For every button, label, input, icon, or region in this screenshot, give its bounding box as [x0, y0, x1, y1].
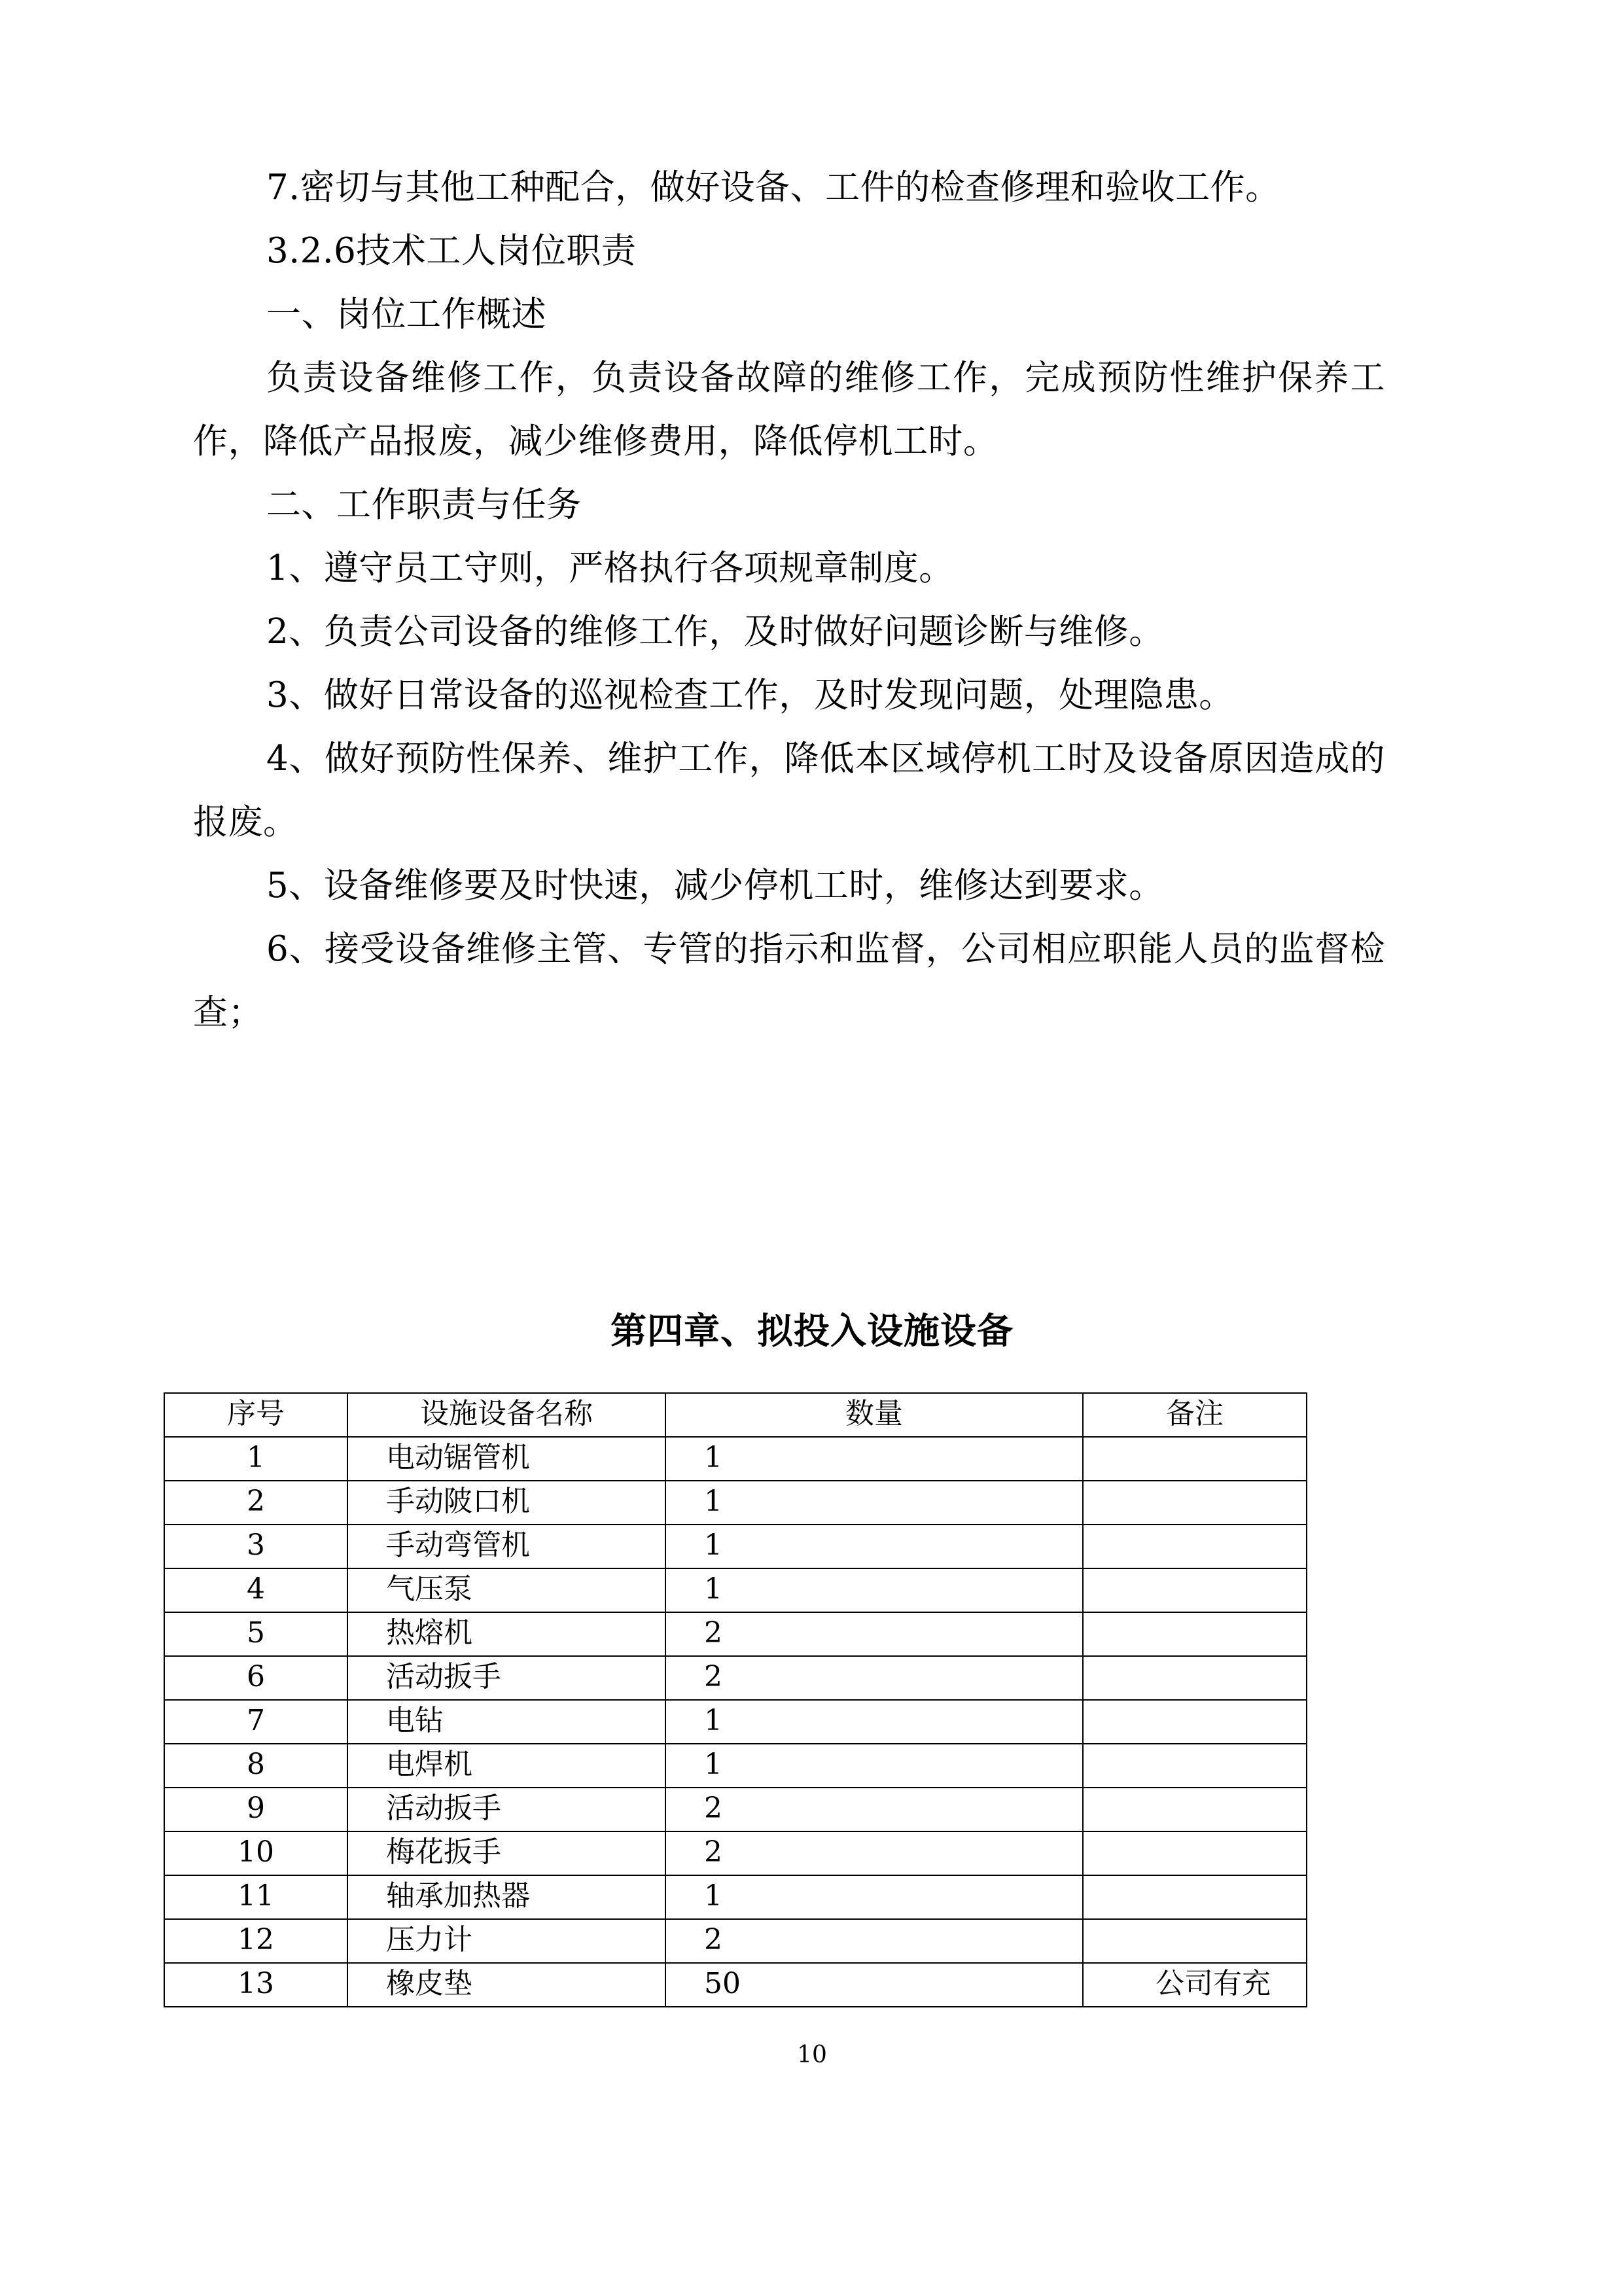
paragraph-job-overview: 负责设备维修工作，负责设备故障的维修工作，完成预防性维护保养工作，降低产品报废，减少维修费用，降低停机工时。	[193, 358, 1385, 461]
chapter-four-heading: 第四章、拟投入设施设备	[610, 1310, 1014, 1352]
cell-name: 压力计	[347, 1919, 665, 1963]
cell-name: 活动扳手	[347, 1656, 665, 1700]
cell-index: 9	[164, 1788, 347, 1831]
cell-name: 手动陂口机	[347, 1481, 665, 1525]
cell-name: 电钻	[347, 1700, 665, 1744]
cell-index: 10	[164, 1831, 347, 1875]
page-number: 10	[797, 2041, 827, 2068]
header-name: 设施设备名称	[347, 1393, 665, 1437]
table-row	[164, 1744, 1307, 1788]
table-row	[164, 1831, 1307, 1875]
cell-name: 手动弯管机	[347, 1525, 665, 1568]
cell-index: 4	[164, 1568, 347, 1612]
paragraph-heading-two: 二、工作职责与任务	[266, 485, 582, 525]
cell-index: 13	[164, 1963, 347, 2007]
cell-quantity: 1	[665, 1875, 1083, 1919]
cell-quantity: 2	[665, 1919, 1083, 1963]
cell-remark	[1083, 1963, 1307, 2007]
cell-quantity: 1	[665, 1700, 1083, 1744]
cell-index: 12	[164, 1919, 347, 1963]
table-row	[164, 1568, 1307, 1612]
table-row	[164, 1656, 1307, 1700]
paragraph-duty-3: 3、做好日常设备的巡视检查工作，及时发现问题，处理隐患。	[266, 675, 1234, 715]
cell-index: 1	[164, 1437, 347, 1481]
cell-name: 电焊机	[347, 1744, 665, 1788]
cell-name: 气压泵	[347, 1568, 665, 1612]
paragraph-item-7: 7.密切与其他工种配合，做好设备、工件的检查修理和验收工作。	[266, 168, 1280, 207]
document-body	[193, 156, 1385, 1044]
table-row	[164, 1700, 1307, 1744]
table-row	[164, 1525, 1307, 1568]
cell-quantity: 1	[665, 1525, 1083, 1568]
cell-name: 热熔机	[347, 1612, 665, 1656]
cell-quantity: 2	[665, 1612, 1083, 1656]
cell-remark	[1083, 1437, 1307, 1481]
header-quantity: 数量	[665, 1393, 1083, 1437]
cell-remark	[1083, 1656, 1307, 1700]
table-row	[164, 1875, 1307, 1919]
paragraph-duty-5: 5、设备维修要及时快速，减少停机工时，维修达到要求。	[266, 866, 1164, 906]
cell-quantity: 2	[665, 1831, 1083, 1875]
cell-remark	[1083, 1568, 1307, 1612]
equipment-table-body	[164, 1437, 1307, 2007]
cell-remark-text: 公司有充	[1156, 1966, 1271, 2000]
table-row	[164, 1788, 1307, 1831]
paragraph-duty-6: 6、接受设备维修主管、专管的指示和监督，公司相应职能人员的监督检查；	[193, 929, 1385, 1033]
cell-quantity: 2	[665, 1788, 1083, 1831]
paragraph-duty-2: 2、负责公司设备的维修工作，及时做好问题诊断与维修。	[266, 612, 1164, 652]
cell-index: 7	[164, 1700, 347, 1744]
cell-quantity: 1	[665, 1744, 1083, 1788]
header-index: 序号	[164, 1393, 347, 1437]
table-row	[164, 1437, 1307, 1481]
cell-remark	[1083, 1700, 1307, 1744]
cell-name: 电动锯管机	[347, 1437, 665, 1481]
table-row	[164, 1919, 1307, 1963]
cell-index: 2	[164, 1481, 347, 1525]
cell-index: 8	[164, 1744, 347, 1788]
cell-quantity: 1	[665, 1481, 1083, 1525]
cell-index: 3	[164, 1525, 347, 1568]
cell-index: 11	[164, 1875, 347, 1919]
cell-remark	[1083, 1612, 1307, 1656]
cell-name: 轴承加热器	[347, 1875, 665, 1919]
cell-remark	[1083, 1481, 1307, 1525]
cell-quantity: 2	[665, 1656, 1083, 1700]
cell-remark	[1083, 1744, 1307, 1788]
cell-name: 活动扳手	[347, 1788, 665, 1831]
cell-index: 6	[164, 1656, 347, 1700]
cell-remark	[1083, 1919, 1307, 1963]
paragraph-duty-1: 1、遵守员工守则，严格执行各项规章制度。	[266, 548, 954, 588]
cell-quantity: 1	[665, 1568, 1083, 1612]
cell-index: 5	[164, 1612, 347, 1656]
cell-remark	[1083, 1525, 1307, 1568]
table-row	[164, 1963, 1307, 2007]
equipment-table	[164, 1392, 1307, 2007]
equipment-table-head	[164, 1393, 1307, 1437]
cell-quantity: 50	[665, 1963, 1083, 2007]
cell-remark	[1083, 1788, 1307, 1831]
table-header-row	[164, 1393, 1307, 1437]
table-row	[164, 1612, 1307, 1656]
header-remark: 备注	[1083, 1393, 1307, 1437]
paragraph-heading-one: 一、岗位工作概述	[266, 294, 546, 334]
table-row	[164, 1481, 1307, 1525]
paragraph-duty-4: 4、做好预防性保养、维护工作，降低本区域停机工时及设备原因造成的报废。	[193, 739, 1385, 842]
cell-remark	[1083, 1831, 1307, 1875]
cell-quantity: 1	[665, 1437, 1083, 1481]
cell-name: 梅花扳手	[347, 1831, 665, 1875]
cell-remark	[1083, 1875, 1307, 1919]
paragraph-section-326: 3.2.6技术工人岗位职责	[266, 231, 637, 271]
cell-name: 橡皮垫	[347, 1963, 665, 2007]
